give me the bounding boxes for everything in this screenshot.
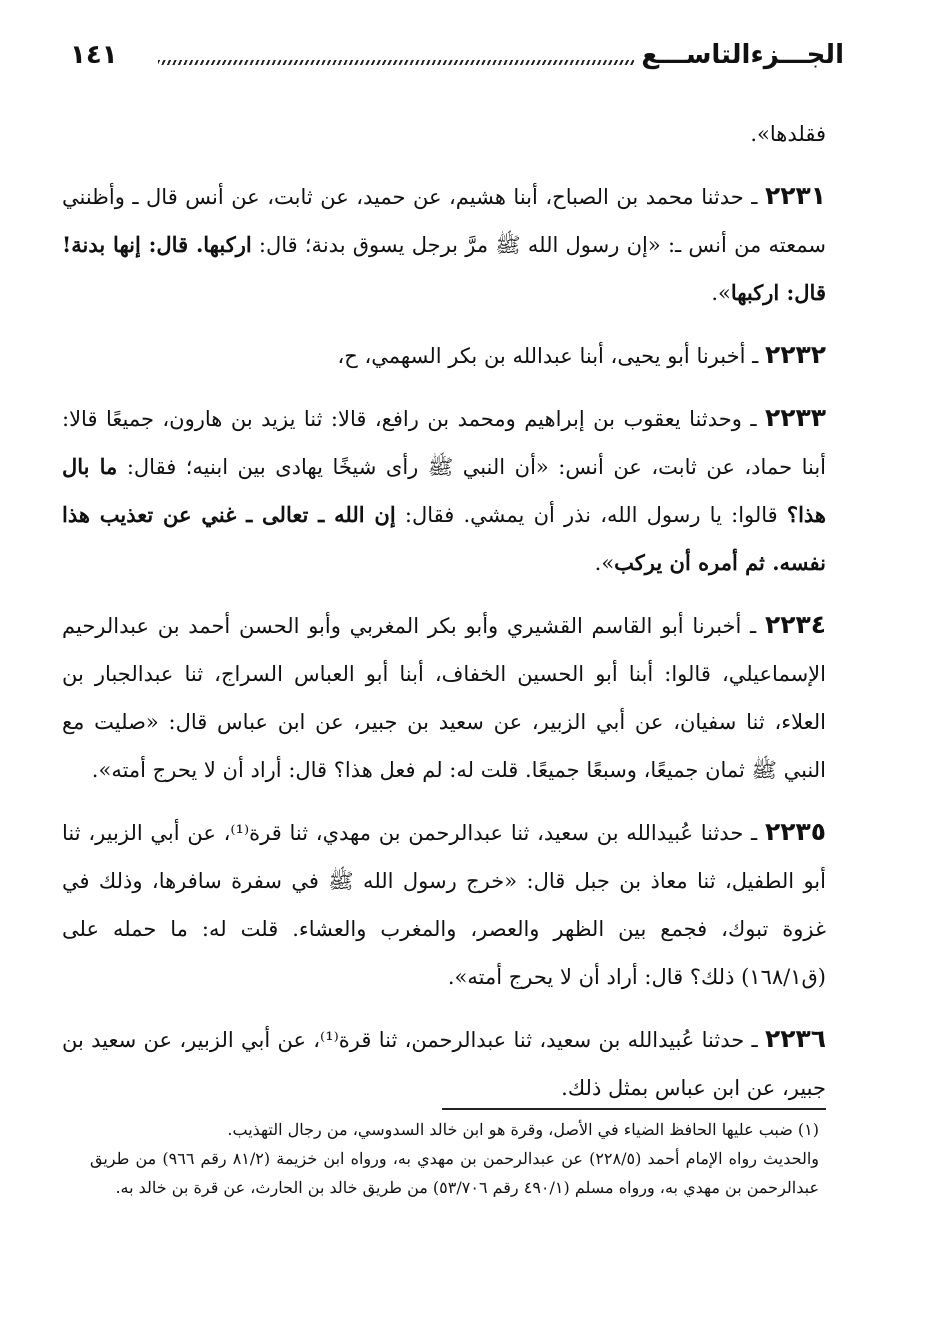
paragraph-text: ـ حدثنا عُبيدالله بن سعيد، ثنا عبدالرحمن، ثنا قرة⁽¹⁾، عن أبي الزبير، عن سعيد بن جبير، عن ابن عباس بمثل ذلك. [62,1028,826,1100]
hadith-number: ٢٢٣٦ [764,1024,826,1053]
hadith-2232 [62,331,826,380]
hadith-number: ٢٢٣٤ [764,610,826,639]
hadith-number: ٢٢٣٣ [764,403,826,432]
paragraph-bold-text: ما بال هذا؟ [62,454,826,527]
paragraph-text: ». [594,551,615,575]
paragraph-text: قالوا: يا رسول الله، نذر أن يمشي. فقال: [395,503,787,527]
paragraph-text: فقلدها». [750,122,826,146]
header-rule [158,60,634,65]
paragraph-text: ـ حدثنا محمد بن الصباح، أبنا هشيم، عن حميد، عن ثابت، عن أنس قال ـ وأظنني سمعته من أنس ـ: «إن رسول الله ﷺ مرَّ برجل يسوق بدنة؛ قال: [62,185,826,257]
hadith-2235 [62,808,826,1001]
paragraph-text: ـ حدثنا عُبيدالله بن سعيد، ثنا عبدالرحمن بن مهدي، ثنا قرة⁽¹⁾، عن أبي الزبير، ثنا أبو الطفيل، ثنا معاذ بن جبل قال: «خرج رسول الله ﷺ في سفرة سافرها، وذلك في غزوة تبوك، فجمع بين الظهر والعصر، والمغرب والعشاء. قلت له: ما حمله على (ق١٦٨/١) ذلك؟ قال: أراد أن لا يحرج أمته». [62,821,826,989]
paragraph-bold-text: اركبها. قال: إنها بدنة! قال: اركبها [62,232,826,305]
hadith-2231 [62,172,826,317]
hadith-number: ٢٢٣٢ [764,340,826,369]
page-number: ١٤١ [70,40,118,70]
page-header [70,40,844,80]
paragraph-bold-text: إن الله ـ تعالى ـ غني عن تعذيب هذا نفسه. ثم أمره أن يركب [62,502,826,575]
hadith-number: ٢٢٣٥ [764,817,826,846]
paragraph-text: ـ أخبرنا أبو القاسم القشيري وأبو بكر المغربي وأبو الحسن أحمد بن عبدالرحيم الإسماعيلي، قالوا: أبنا أبو الحسين الخفاف، أبنا أبو العباس السراج، ثنا عبدالجبار بن العلاء، ثنا سفيان، عن أبي الزبير، عن سعيد بن جبير، عن ابن عباس قال: «صليت مع النبي ﷺ ثمان جميعًا، وسبعًا جميعًا. قلت له: لم فعل هذا؟ قال: أراد أن لا يحرج أمته». [62,614,826,782]
hadith-number: ٢٢٣١ [764,181,826,210]
footnote-separator [442,1108,826,1110]
footnotes [90,1115,819,1202]
paragraph-text: ـ وحدثنا يعقوب بن إبراهيم ومحمد بن رافع، قالا: ثنا يزيد بن هارون، جميعًا قالا: أبنا حماد، عن ثابت، عن أنس: «أن النبي ﷺ رأى شيخًا يهادى بين ابنيه؛ فقال: [62,407,826,479]
paragraph-continuation [62,110,826,158]
footnote-reference: والحديث رواه الإمام أحمد (٢٢٨/٥) عن عبدالرحمن بن مهدي به، ورواه ابن خزيمة (٨١/٢ رقم ٩٦٦) من طريق عبدالرحمن بن مهدي به، ورواه مسلم (٤٩٠/١ رقم ٥٣/٧٠٦) من طريق خالد بن الحارث، عن قرة بن خالد به. [90,1149,819,1197]
paragraph-text: ـ أخبرنا أبو يحيى، أبنا عبدالله بن بكر السهمي، ح، [337,344,759,368]
hadith-text [62,110,826,1126]
footnote: (١) ضبب عليها الحافظ الضياء في الأصل، وقرة هو ابن خالد السدوسي، من رجال التهذيب. [227,1120,819,1139]
paragraph-text: ». [711,281,731,305]
hadith-2233 [62,394,826,587]
hadith-2234 [62,601,826,794]
hadith-2236 [62,1015,826,1112]
part-title: الجـــزءالتاســـع [641,40,844,70]
